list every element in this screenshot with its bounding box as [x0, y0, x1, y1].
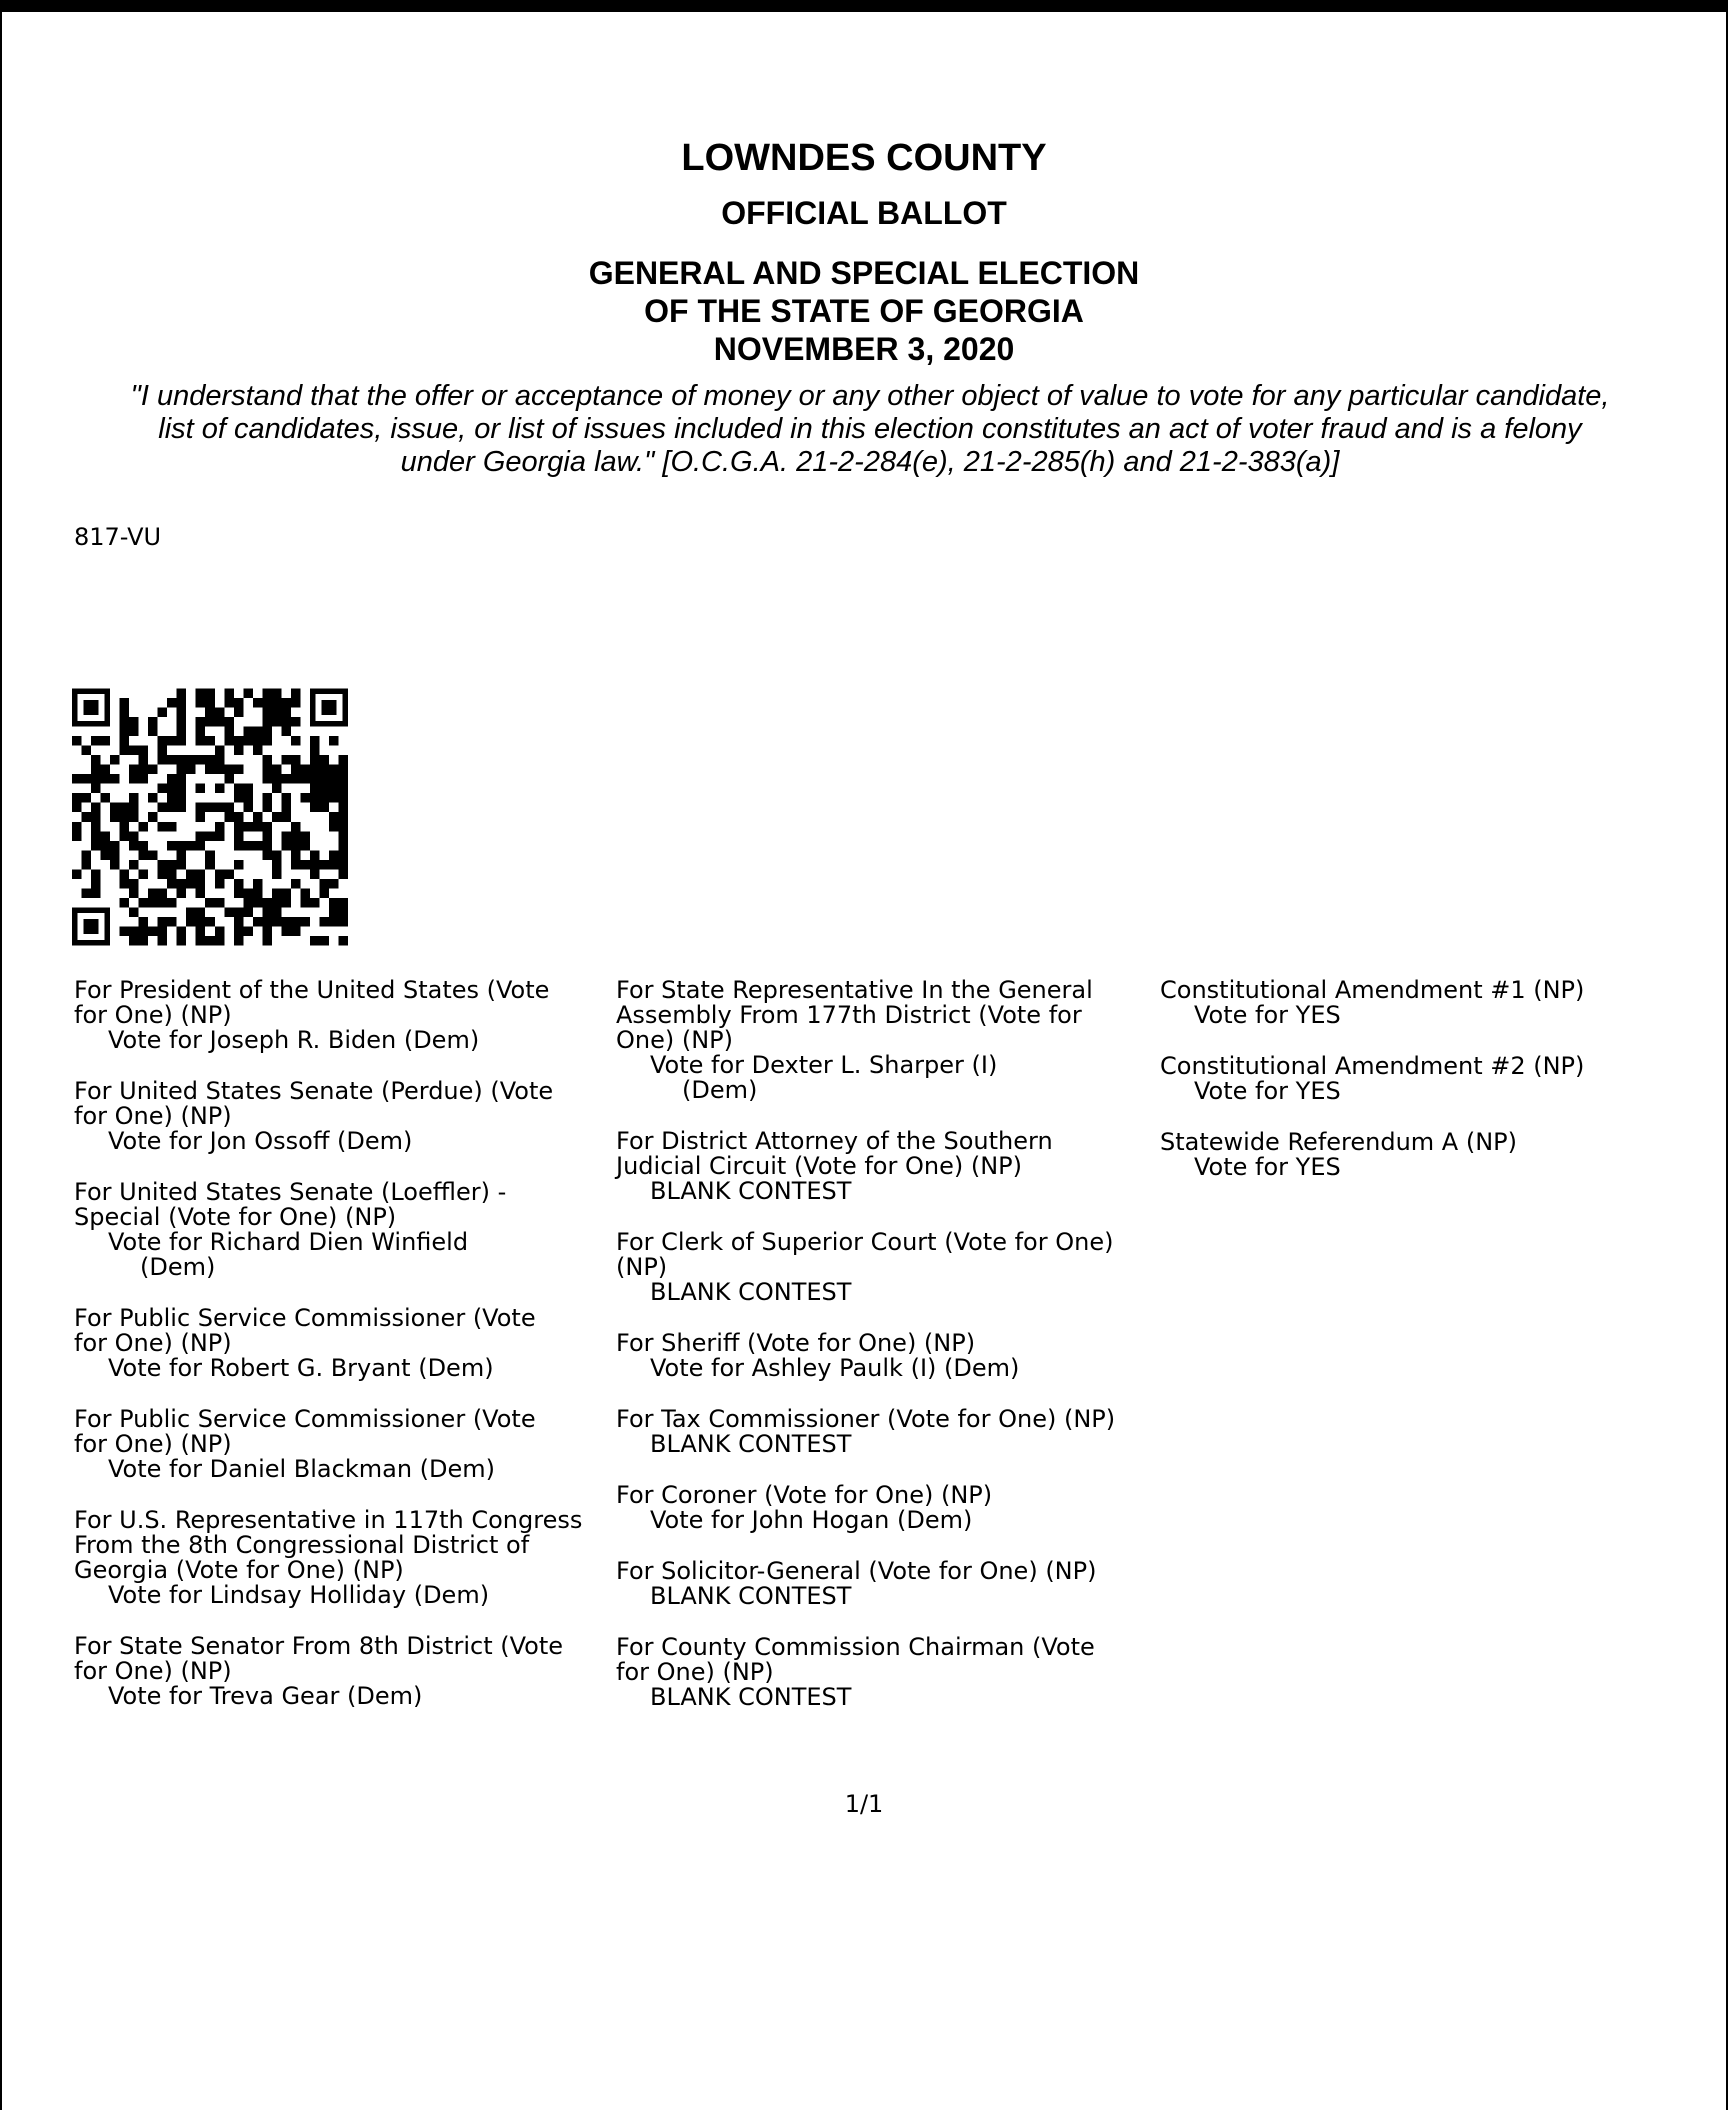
contest-block — [1160, 978, 1710, 1028]
contest-title: For Tax Commissioner (Vote for One) (NP) — [616, 1405, 1116, 1433]
voter-oath — [70, 380, 1670, 479]
contest-title: For United States Senate (Perdue) (Vote — [74, 1077, 554, 1105]
election-title-line2: OF THE STATE OF GEORGIA — [644, 293, 1084, 329]
qr-code — [72, 688, 348, 946]
contest-column-1 — [74, 978, 604, 1735]
contest-title: for One) (NP) — [74, 1001, 232, 1029]
contest-block — [74, 1634, 604, 1709]
contest-title: For Public Service Commissioner (Vote — [74, 1405, 536, 1433]
contest-selection: Vote for Jon Ossoff (Dem) — [108, 1127, 413, 1155]
contest-selection: Vote for Treva Gear (Dem) — [108, 1682, 423, 1710]
contest-block — [74, 1079, 604, 1154]
contest-block — [1160, 1130, 1710, 1180]
contest-selection: BLANK CONTEST — [650, 1582, 852, 1610]
contest-block — [74, 1508, 604, 1608]
contest-selection: BLANK CONTEST — [650, 1430, 852, 1458]
contest-title: For United States Senate (Loeffler) - — [74, 1178, 507, 1206]
page-number: 1/1 — [844, 1790, 884, 1818]
contest-title: Judicial Circuit (Vote for One) (NP) — [616, 1152, 1022, 1180]
contest-selection: Vote for Daniel Blackman (Dem) — [108, 1455, 496, 1483]
contest-selection: BLANK CONTEST — [650, 1177, 852, 1205]
contest-title: For President of the United States (Vote — [74, 976, 550, 1004]
oath-line: list of candidates, issue, or list of issues included in this election constitutes an act of voter fraud and is a felony — [158, 413, 1582, 445]
contest-title: for One) (NP) — [74, 1329, 232, 1357]
contest-title: For District Attorney of the Southern — [616, 1127, 1053, 1155]
contest-title: For Clerk of Superior Court (Vote for One) — [616, 1228, 1114, 1256]
contest-selection: BLANK CONTEST — [650, 1683, 852, 1711]
contest-block — [616, 1407, 1156, 1457]
contest-selection: Vote for Joseph R. Biden (Dem) — [108, 1026, 480, 1054]
contest-selection: Vote for John Hogan (Dem) — [650, 1506, 973, 1534]
contest-block — [616, 1230, 1156, 1305]
contest-block — [74, 1407, 604, 1482]
contest-title: Constitutional Amendment #1 (NP) — [1160, 976, 1585, 1004]
contest-block — [616, 1483, 1156, 1533]
election-date: NOVEMBER 3, 2020 — [713, 331, 1015, 367]
contest-column-3 — [1160, 978, 1710, 1206]
contest-title: For Sheriff (Vote for One) (NP) — [616, 1329, 976, 1357]
contest-column-2 — [616, 978, 1156, 1736]
contest-title: For Solicitor-General (Vote for One) (NP) — [616, 1557, 1097, 1585]
contest-block — [1160, 1054, 1710, 1104]
contest-selection: Vote for YES — [1194, 1153, 1341, 1181]
contest-block — [616, 1559, 1156, 1609]
contest-title: Special (Vote for One) (NP) — [74, 1203, 397, 1231]
contest-title: One) (NP) — [616, 1026, 734, 1054]
contest-selection: Vote for Lindsay Holliday (Dem) — [108, 1581, 490, 1609]
ballot-header — [0, 130, 1728, 368]
contest-title: for One) (NP) — [616, 1658, 774, 1686]
county-title: LOWNDES COUNTY — [681, 137, 1047, 179]
contest-title: (NP) — [616, 1253, 668, 1281]
oath-line: "I understand that the offer or acceptance of money or any other object of value to vote for any particular candidate, — [130, 380, 1610, 412]
contest-selection: Vote for YES — [1194, 1001, 1341, 1029]
contest-selection: Vote for Robert G. Bryant (Dem) — [108, 1354, 494, 1382]
contest-block — [74, 1306, 604, 1381]
contest-title: From the 8th Congressional District of — [74, 1531, 530, 1559]
contest-title: For Coroner (Vote for One) (NP) — [616, 1481, 993, 1509]
contest-title: for One) (NP) — [74, 1657, 232, 1685]
contest-block — [616, 1635, 1156, 1710]
contest-title: For State Representative In the General — [616, 976, 1093, 1004]
contest-block — [616, 1129, 1156, 1204]
contest-block — [74, 978, 604, 1053]
contest-selection: (Dem) — [140, 1253, 216, 1281]
contest-block — [616, 1331, 1156, 1381]
contest-title: Assembly From 177th District (Vote for — [616, 1001, 1082, 1029]
contest-title: Georgia (Vote for One) (NP) — [74, 1556, 404, 1584]
contest-title: For U.S. Representative in 117th Congress — [74, 1506, 583, 1534]
ballot-type: OFFICIAL BALLOT — [721, 195, 1007, 231]
contest-selection: Vote for Richard Dien Winfield — [108, 1228, 469, 1256]
ballot-style-id: 817-VU — [74, 523, 162, 551]
scan-border-top — [0, 0, 1728, 12]
election-title-line1: GENERAL AND SPECIAL ELECTION — [588, 255, 1140, 291]
contest-selection: Vote for YES — [1194, 1077, 1341, 1105]
contest-selection: Vote for Ashley Paulk (I) (Dem) — [650, 1354, 1020, 1382]
contest-title: Constitutional Amendment #2 (NP) — [1160, 1052, 1585, 1080]
contest-block — [74, 1180, 604, 1280]
contest-title: for One) (NP) — [74, 1430, 232, 1458]
contest-title: For State Senator From 8th District (Vote — [74, 1632, 564, 1660]
contest-selection: (Dem) — [682, 1076, 758, 1104]
contest-selection: Vote for Dexter L. Sharper (I) — [650, 1051, 998, 1079]
oath-line: under Georgia law." [O.C.G.A. 21-2-284(e), 21-2-285(h) and 21-2-383(a)] — [400, 446, 1340, 478]
contest-block — [616, 978, 1156, 1103]
contest-selection: BLANK CONTEST — [650, 1278, 852, 1306]
contest-title: for One) (NP) — [74, 1102, 232, 1130]
contest-title: For County Commission Chairman (Vote — [616, 1633, 1095, 1661]
contest-title: For Public Service Commissioner (Vote — [74, 1304, 536, 1332]
contest-title: Statewide Referendum A (NP) — [1160, 1128, 1517, 1156]
